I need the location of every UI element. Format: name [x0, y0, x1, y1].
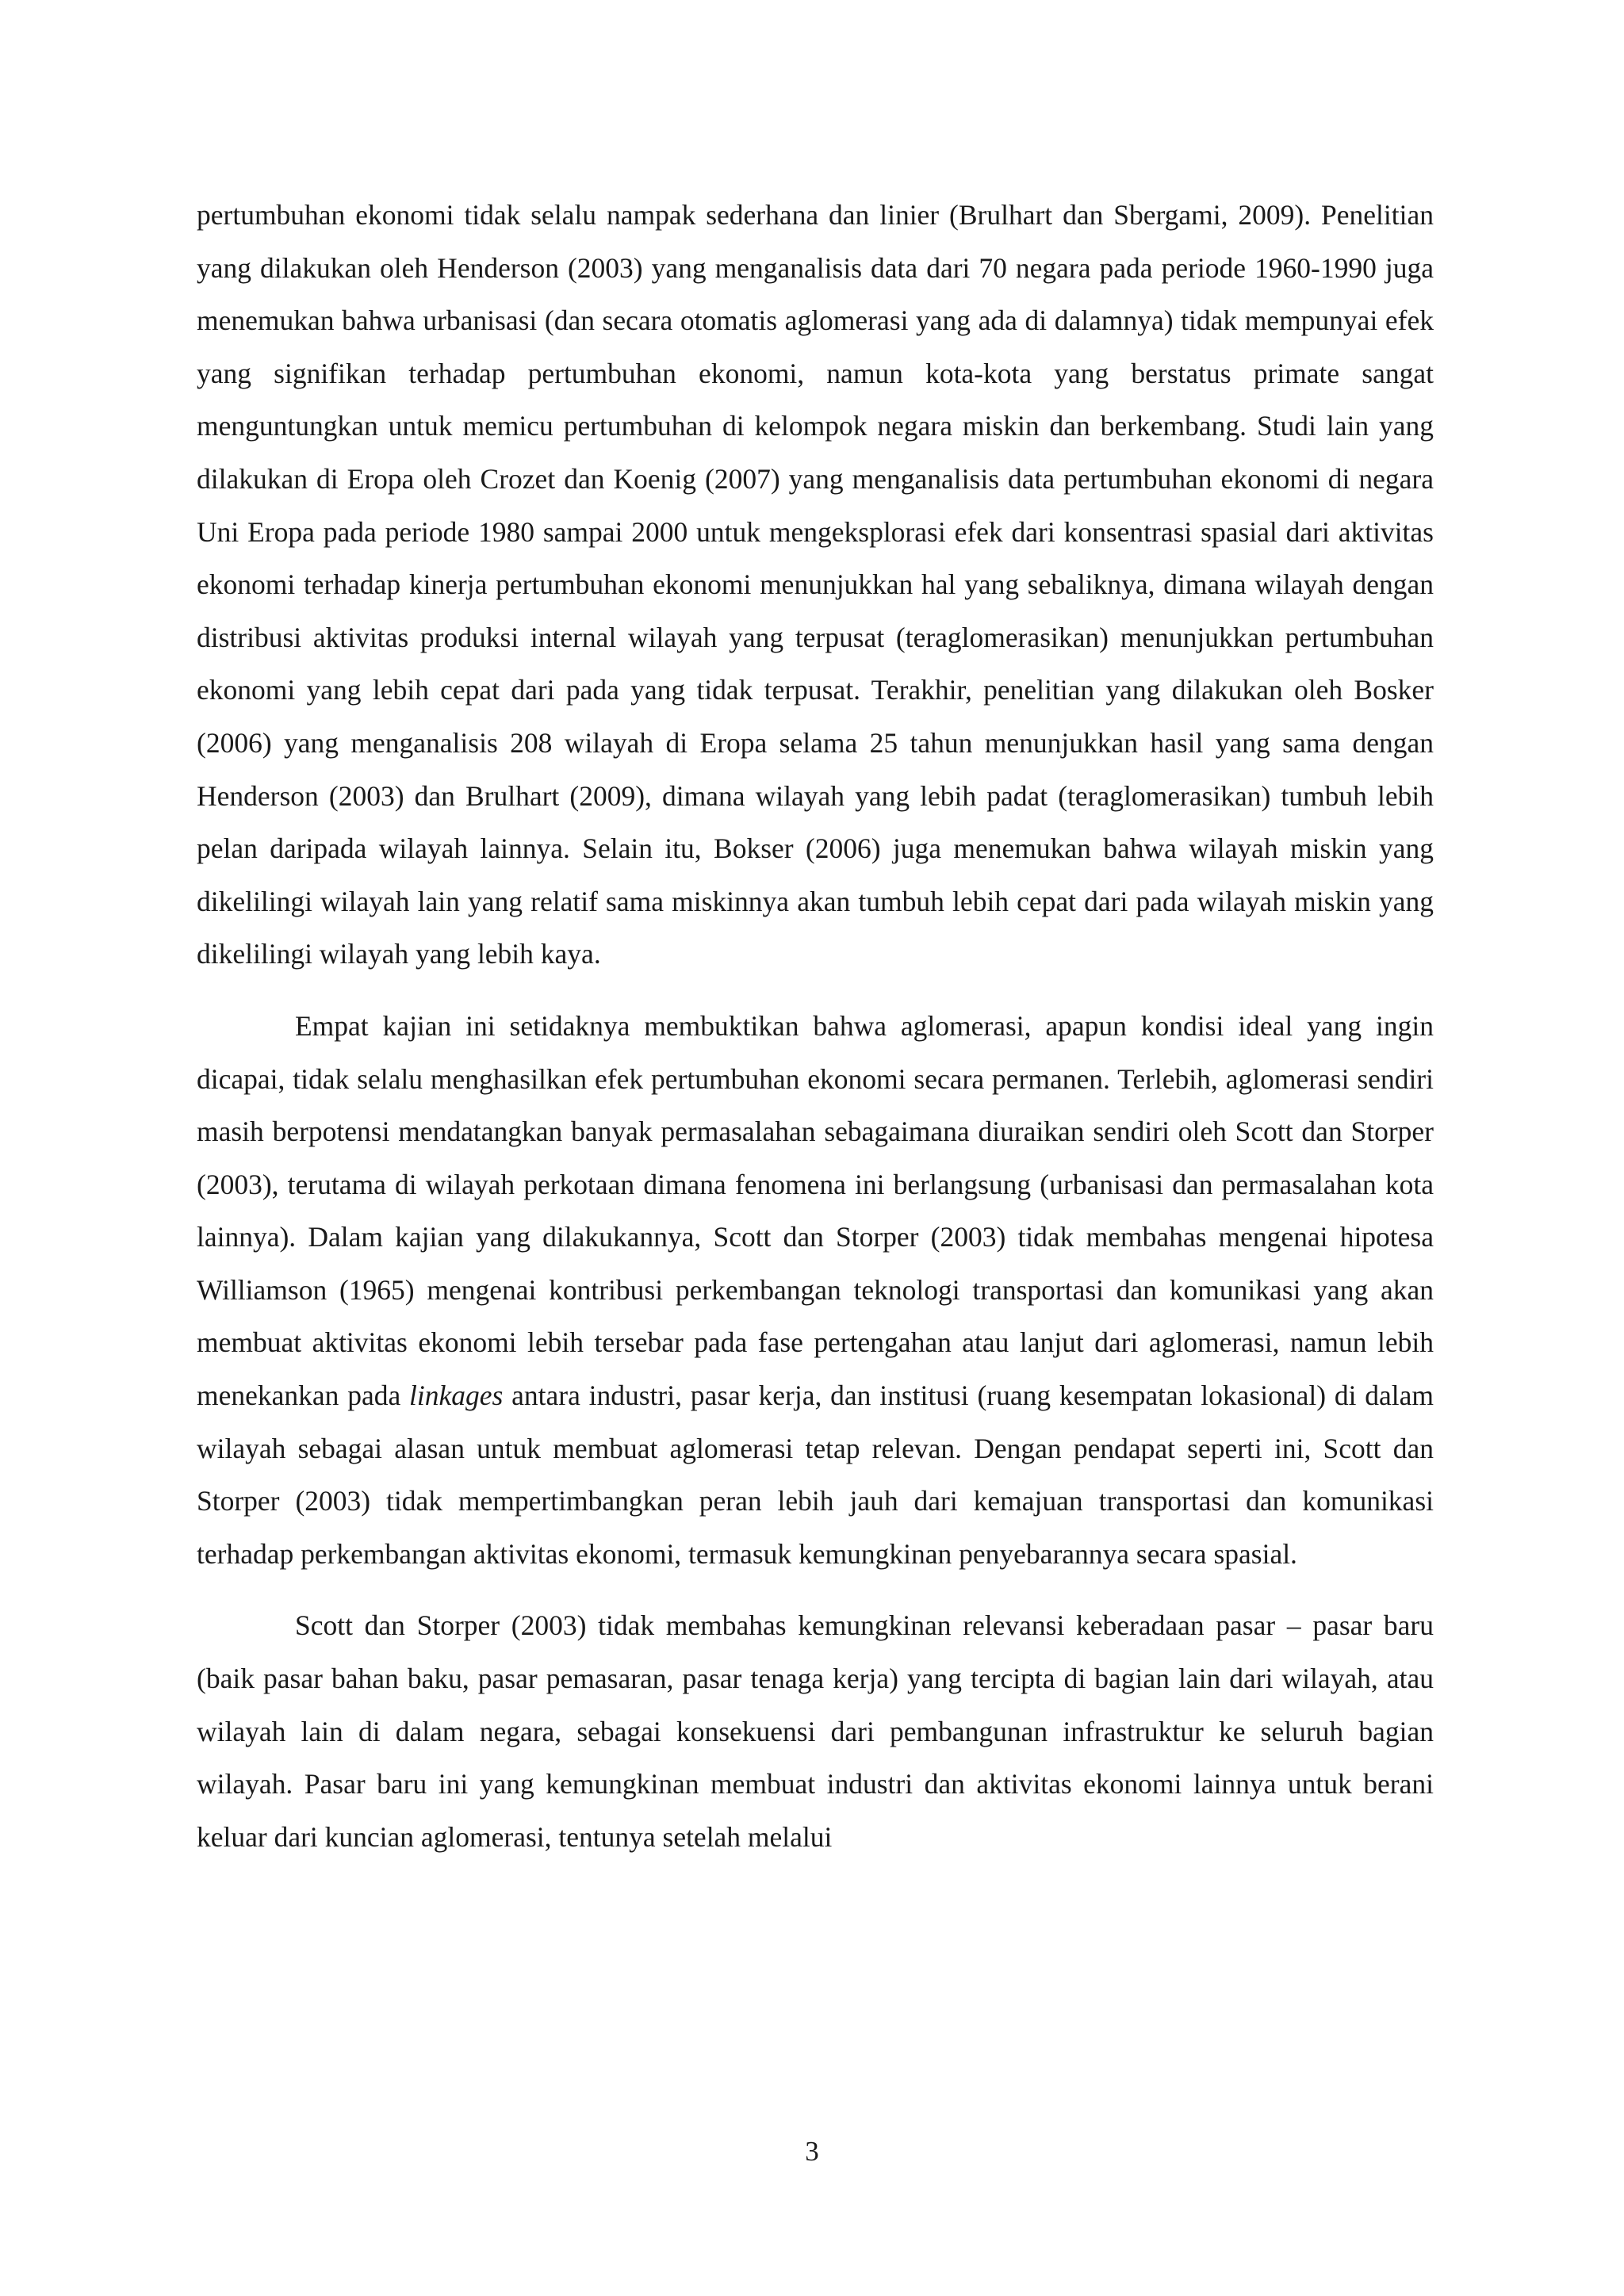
paragraph-2: [197, 1000, 1434, 1581]
page-number: 3: [805, 2136, 819, 2167]
paragraph-2-text-b: antara industri, pasar kerja, dan institusi (ruang kesempatan lokasional) di dalam wilayah sebagai alasan untuk membuat aglomerasi tetap relevan. Dengan pendapat seperti ini, Scott dan Storper (2003) tidak mempertimbangkan peran lebih jauh dari kemajuan transportasi dan komunikasi terhadap perkembangan aktivitas ekonomi, termasuk kemungkinan penyebarannya secara spasial.: [197, 1380, 1434, 1570]
paragraph-3-text: Scott dan Storper (2003) tidak membahas kemungkinan relevansi keberadaan pasar – pasar baru (baik pasar bahan baku, pasar pemasaran, pasar tenaga kerja) yang tercipta di bagian lain dari wilayah, atau wilayah lain di dalam negara, sebagai konsekuensi dari pembangunan infrastruktur ke seluruh bagian wilayah. Pasar baru ini yang kemungkinan membuat industri dan aktivitas ekonomi lainnya untuk berani keluar dari kuncian aglomerasi, tentunya setelah melalui: [197, 1609, 1434, 1853]
paragraph-1-text: pertumbuhan ekonomi tidak selalu nampak sederhana dan linier (Brulhart dan Sbergami, 2009). Penelitian yang dilakukan oleh Henderson (2003) yang menganalisis data dari 70 negara pada periode 1960-1990 juga menemukan bahwa urbanisasi (dan secara otomatis aglomerasi yang ada di dalamnya) tidak mempunyai efek yang signifikan terhadap pertumbuhan ekonomi, namun kota-kota yang berstatus primate sangat menguntungkan untuk memicu pertumbuhan di kelompok negara miskin dan berkembang. Studi lain yang dilakukan di Eropa oleh Crozet dan Koenig (2007) yang menganalisis data pertumbuhan ekonomi di negara Uni Eropa pada periode 1980 sampai 2000 untuk mengeksplorasi efek dari konsentrasi spasial dari aktivitas ekonomi terhadap kinerja pertumbuhan ekonomi menunjukkan hal yang sebaliknya, dimana wilayah dengan distribusi aktivitas produksi internal wilayah yang terpusat (teraglomerasikan) menunjukkan pertumbuhan ekonomi yang lebih cepat dari pada yang tidak terpusat. Terakhir, penelitian yang dilakukan oleh Bosker (2006) yang menganalisis 208 wilayah di Eropa selama 25 tahun menunjukkan hasil yang sama dengan Henderson (2003) dan Brulhart (2009), dimana wilayah yang lebih padat (teraglomerasikan) tumbuh lebih pelan daripada wilayah lainnya. Selain itu, Bokser (2006) juga menemukan bahwa wilayah miskin yang dikelilingi wilayah lain yang relatif sama miskinnya akan tumbuh lebih cepat dari pada wilayah miskin yang dikelilingi wilayah yang lebih kaya.: [197, 199, 1434, 970]
italic-term-linkages: linkages: [409, 1380, 504, 1412]
document-body: [197, 189, 1434, 1863]
paragraph-2-text-a: Empat kajian ini setidaknya membuktikan bahwa aglomerasi, apapun kondisi ideal yang ingin dicapai, tidak selalu menghasilkan efek pertumbuhan ekonomi secara permanen. Terlebih, aglomerasi sendiri masih berpotensi mendatangkan banyak permasalahan sebagaimana diuraikan sendiri oleh Scott dan Storper (2003), terutama di wilayah perkotaan dimana fenomena ini berlangsung (urbanisasi dan permasalahan kota lainnya). Dalam kajian yang dilakukannya, Scott dan Storper (2003) tidak membahas mengenai hipotesa Williamson (1965) mengenai kontribusi perkembangan teknologi transportasi dan komunikasi yang akan membuat aktivitas ekonomi lebih tersebar pada fase pertengahan atau lanjut dari aglomerasi, namun lebih menekankan pada: [197, 1009, 1434, 1412]
paragraph-3: [197, 1599, 1434, 1863]
paragraph-1: [197, 189, 1434, 981]
